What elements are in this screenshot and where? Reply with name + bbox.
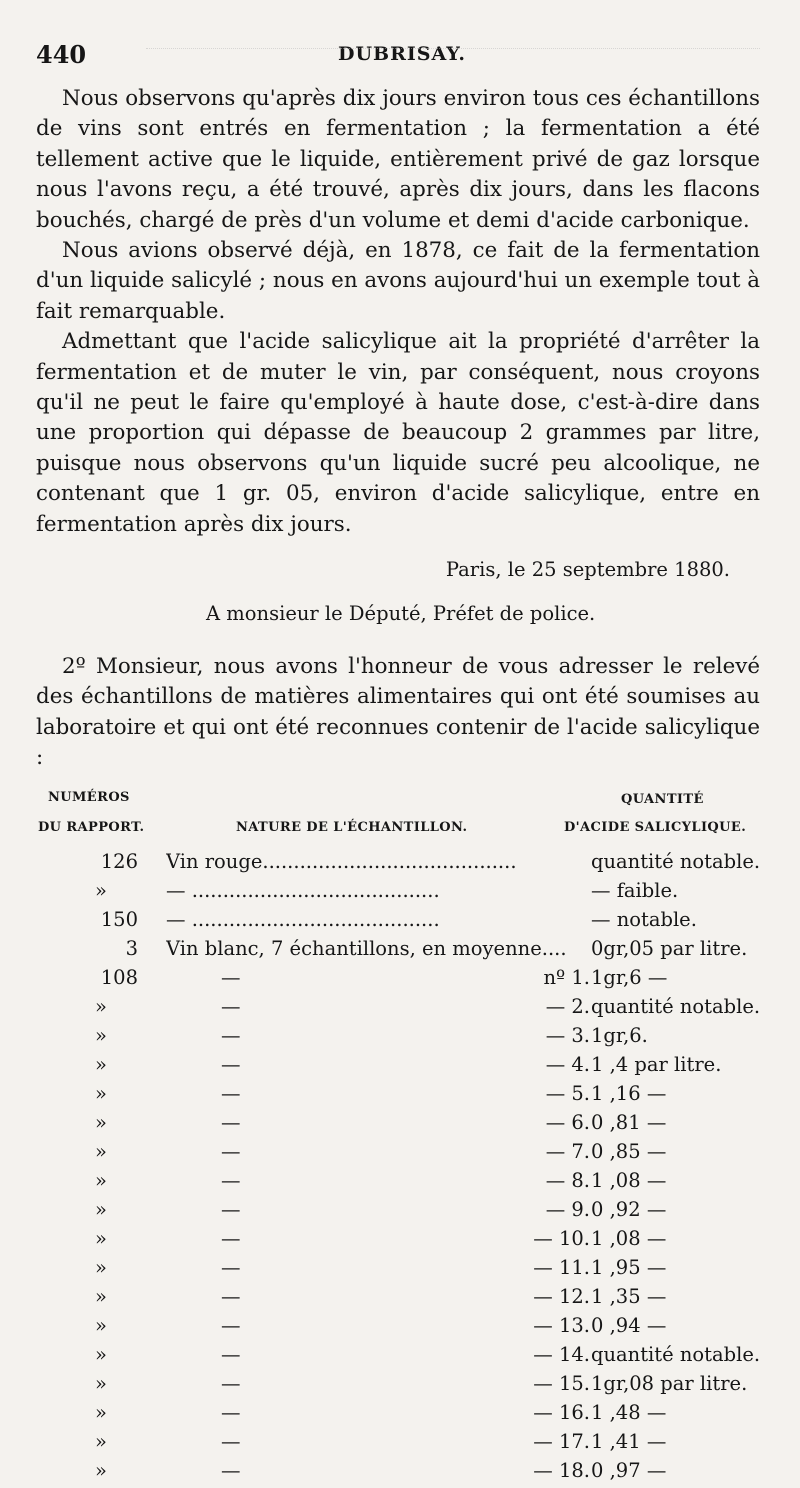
row-quantity: quantité notable.: [591, 1343, 761, 1366]
row-nature: —: [221, 1140, 241, 1163]
row-sample-number: — 14.: [533, 1343, 590, 1366]
row-nature: Vin rouge.........................................: [166, 850, 517, 873]
row-number: »: [95, 1401, 107, 1424]
table-row: [36, 1198, 760, 1227]
row-sample-number: nº 1.: [543, 966, 590, 989]
row-sample-number: — 6.: [545, 1111, 590, 1134]
col-header-number: NUMÉROS: [48, 790, 130, 805]
paragraph: Nous observons qu'après dix jours environ tous ces échantillons de vins sont entrés en fermentation ; la fermentation a été tellement active que le liquide, entièrement privé de gaz lorsque nous l'avons reçu, a été trouvé, après dix jours, dans les flacons bouchés, chargé de près d'un volume et demi d'acide carbonique.: [36, 86, 760, 233]
table-row: [36, 879, 760, 908]
row-number: »: [95, 1343, 107, 1366]
table-row: [36, 908, 760, 937]
row-number: »: [95, 1111, 107, 1134]
table-row: [36, 1314, 760, 1343]
row-quantity: 1 ,41 —: [591, 1430, 667, 1453]
row-nature: —: [221, 1198, 241, 1221]
table-row: [36, 1372, 760, 1401]
row-sample-number: — 5.: [545, 1082, 590, 1105]
col-header-number-sub: DU RAPPORT.: [38, 820, 145, 835]
row-sample-number: — 3.: [545, 1024, 590, 1047]
show-through-rule: [146, 48, 760, 59]
row-sample-number: — 11.: [533, 1256, 590, 1279]
table-row: [36, 1459, 760, 1488]
table-row: [36, 1256, 760, 1285]
page-number: 440: [36, 40, 87, 69]
row-number: 126: [100, 850, 138, 873]
row-quantity: 1 ,95 —: [591, 1256, 667, 1279]
row-nature: — ........................................: [166, 879, 440, 902]
row-quantity: 1gr,6 —: [591, 966, 668, 989]
signoff-date: Paris, le 25 septembre 1880.: [445, 558, 730, 581]
letter-body: [36, 652, 760, 774]
row-number: »: [95, 1024, 107, 1047]
row-number: »: [95, 1082, 107, 1105]
col-header-quantity: QUANTITÉ: [621, 792, 704, 807]
row-number: »: [95, 879, 107, 902]
row-sample-number: — 13.: [533, 1314, 590, 1337]
row-quantity: 0 ,94 —: [591, 1314, 667, 1337]
row-number: »: [95, 1256, 107, 1279]
page-header: [36, 40, 760, 72]
table-row: [36, 1285, 760, 1314]
row-quantity: quantité notable.: [591, 850, 761, 873]
row-nature: —: [221, 995, 241, 1018]
table-row: [36, 1430, 760, 1459]
row-quantity: 1 ,08 —: [591, 1227, 667, 1250]
row-quantity: 1 ,08 —: [591, 1169, 667, 1192]
row-nature: —: [221, 1285, 241, 1308]
row-number: 3: [125, 937, 138, 960]
row-nature: —: [221, 1401, 241, 1424]
row-number: »: [95, 995, 107, 1018]
row-quantity: — notable.: [591, 908, 697, 931]
table-row: [36, 966, 760, 995]
row-sample-number: — 16.: [533, 1401, 590, 1424]
row-sample-number: — 2.: [545, 995, 590, 1018]
paragraph: Admettant que l'acide salicylique ait la propriété d'arrêter la fermentation et de muter le vin, par conséquent, nous croyons qu'il ne peut le faire qu'employé à haute dose, c'est-à-dire dans une proportion qui dépasse de beaucoup 2 grammes par litre, puisque nous observons qu'un liquide sucré peu alcoolique, ne contenant que 1 gr. 05, environ d'acide salicylique, entre en fermentation après dix jours.: [36, 329, 760, 537]
row-number: »: [95, 1430, 107, 1453]
row-nature: —: [221, 1111, 241, 1134]
row-number: »: [95, 1372, 107, 1395]
row-nature: —: [221, 1082, 241, 1105]
col-header-quantity-sub: D'ACIDE SALICYLIQUE.: [564, 820, 747, 835]
row-number: »: [95, 1169, 107, 1192]
running-head: DUBRISAY.: [338, 43, 467, 65]
table-row: [36, 937, 760, 966]
row-sample-number: — 18.: [533, 1459, 590, 1482]
row-number: »: [95, 1314, 107, 1337]
row-sample-number: — 15.: [533, 1372, 590, 1395]
row-quantity: 1 ,4 par litre.: [591, 1053, 722, 1076]
row-nature: —: [221, 1459, 241, 1482]
row-nature: —: [221, 1314, 241, 1337]
row-quantity: — faible.: [591, 879, 679, 902]
table-row: [36, 1343, 760, 1372]
row-nature: Vin blanc, 7 échantillons, en moyenne....: [166, 937, 567, 960]
row-number: 150: [100, 908, 138, 931]
row-number: 108: [100, 966, 138, 989]
table-row: [36, 1111, 760, 1140]
paragraph: 2º Monsieur, nous avons l'honneur de vous adresser le relevé des échantillons de matières alimentaires qui ont été soumises au laboratoire et qui ont été reconnues contenir de l'acide salicylique :: [36, 654, 760, 771]
row-nature: —: [221, 1169, 241, 1192]
row-number: »: [95, 1227, 107, 1250]
table-row: [36, 995, 760, 1024]
row-quantity: 0 ,92 —: [591, 1198, 667, 1221]
row-quantity: 0gr,05 par litre.: [591, 937, 748, 960]
row-quantity: 1gr,6.: [591, 1024, 648, 1047]
row-sample-number: — 4.: [545, 1053, 590, 1076]
row-nature: —: [221, 1430, 241, 1453]
row-nature: —: [221, 1256, 241, 1279]
row-number: »: [95, 1459, 107, 1482]
table-row: [36, 1053, 760, 1082]
body-text: [36, 84, 760, 540]
row-quantity: 1 ,48 —: [591, 1401, 667, 1424]
table-row: [36, 1024, 760, 1053]
table-header: [36, 790, 760, 840]
table-row: [36, 1227, 760, 1256]
row-nature: —: [221, 966, 241, 989]
table-row: [36, 1401, 760, 1430]
row-nature: —: [221, 1372, 241, 1395]
table-row: [36, 1082, 760, 1111]
table-row: [36, 1140, 760, 1169]
row-nature: —: [221, 1343, 241, 1366]
row-number: »: [95, 1140, 107, 1163]
row-quantity: quantité notable.: [591, 995, 761, 1018]
table-row: [36, 1169, 760, 1198]
row-nature: —: [221, 1024, 241, 1047]
row-nature: — ........................................: [166, 908, 440, 931]
row-number: »: [95, 1198, 107, 1221]
row-quantity: 0 ,85 —: [591, 1140, 667, 1163]
row-quantity: 0 ,81 —: [591, 1111, 667, 1134]
row-number: »: [95, 1053, 107, 1076]
row-quantity: 1gr,08 par litre.: [591, 1372, 748, 1395]
col-header-nature: NATURE DE L'ÉCHANTILLON.: [236, 820, 468, 835]
row-sample-number: — 12.: [533, 1285, 590, 1308]
row-sample-number: — 8.: [545, 1169, 590, 1192]
row-quantity: 0 ,97 —: [591, 1459, 667, 1482]
row-sample-number: — 7.: [545, 1140, 590, 1163]
row-nature: —: [221, 1227, 241, 1250]
row-number: »: [95, 1285, 107, 1308]
row-sample-number: — 10.: [533, 1227, 590, 1250]
row-quantity: 1 ,16 —: [591, 1082, 667, 1105]
table-row: [36, 850, 760, 879]
row-sample-number: — 17.: [533, 1430, 590, 1453]
row-quantity: 1 ,35 —: [591, 1285, 667, 1308]
addressee: A monsieur le Député, Préfet de police.: [206, 602, 596, 625]
row-sample-number: — 9.: [545, 1198, 590, 1221]
row-nature: —: [221, 1053, 241, 1076]
paragraph: Nous avions observé déjà, en 1878, ce fait de la fermentation d'un liquide salicylé ; nous en avons aujourd'hui un exemple tout à fait remarquable.: [36, 238, 760, 324]
